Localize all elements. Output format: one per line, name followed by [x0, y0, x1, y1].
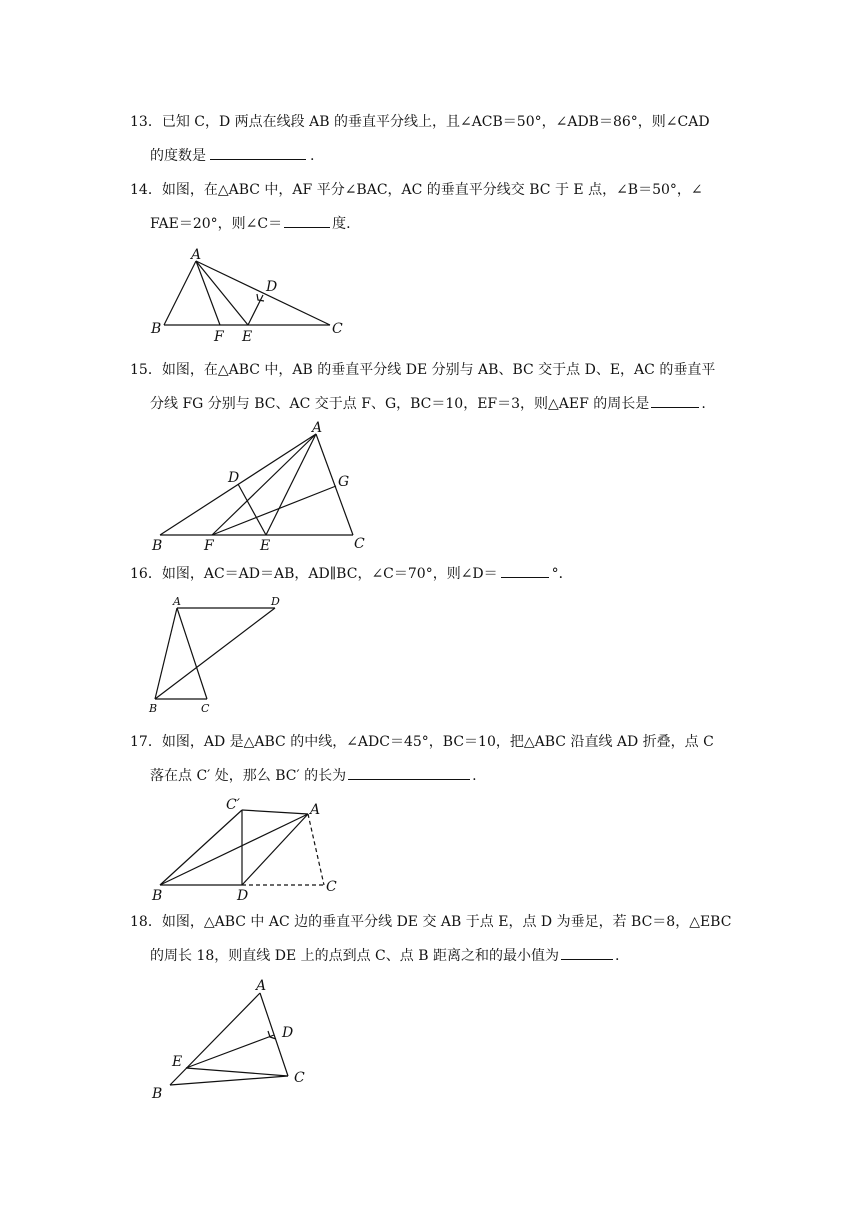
problem-18-line-2: 的周长 18，则直线 DE 上的点到点 C、点 B 距离之和的最小值为 . [150, 945, 619, 966]
answer-blank[interactable] [501, 563, 549, 578]
answer-blank[interactable] [561, 945, 613, 960]
figure-problem-16 [145, 592, 295, 717]
problem-15-number: 15． [130, 362, 162, 378]
label-B: B [152, 888, 163, 904]
label-D: D [271, 595, 280, 608]
label-B: B [152, 1086, 163, 1102]
problem-16-number: 16． [130, 566, 162, 582]
label-E: E [242, 329, 253, 345]
label-A: A [173, 595, 181, 608]
problem-14-number: 14． [130, 182, 162, 198]
figure-problem-15 [148, 420, 378, 555]
figure-problem-18 [148, 975, 323, 1105]
problem-14-line-1 [130, 180, 703, 200]
problem-14-line-2: FAE＝20°，则∠C＝ 度. [150, 213, 351, 234]
problem-13-text: 已知 C，D 两点在线段 AB 的垂直平分线上，且∠ACB＝50°，∠ADB＝86°，则∠CAD [161, 114, 710, 130]
label-C-prime: C′ [226, 797, 240, 813]
figure-problem-14 [148, 245, 358, 345]
problem-16-text: 如图，AC＝AD＝AB，AD∥BC，∠C＝70°，则∠D＝ [161, 566, 498, 582]
problem-18-line-1 [130, 912, 731, 932]
label-F: F [204, 538, 214, 554]
label-G: G [338, 474, 350, 490]
label-F: F [214, 329, 224, 345]
label-D: D [228, 470, 240, 486]
label-C: C [201, 702, 210, 715]
problem-17-line-1 [130, 732, 714, 752]
label-E: E [260, 538, 271, 554]
answer-blank[interactable] [210, 145, 306, 160]
label-A: A [256, 978, 267, 994]
label-A: A [312, 420, 323, 436]
answer-blank[interactable] [348, 765, 470, 780]
problem-16-line-1: 16．如图，AC＝AD＝AB，AD∥BC，∠C＝70°，则∠D＝ °． [130, 563, 573, 584]
answer-blank[interactable] [284, 213, 330, 228]
problem-15-text: 如图，在△ABC 中，AB 的垂直平分线 DE 分别与 AB、BC 交于点 D、E，AC 的垂直平 [161, 362, 716, 378]
problem-13-number: 13． [130, 114, 162, 130]
label-C: C [332, 321, 343, 337]
label-A: A [310, 802, 321, 818]
label-C: C [326, 879, 337, 895]
label-D: D [266, 279, 278, 295]
label-B: B [149, 702, 158, 715]
problem-15-line-2: 分线 FG 分别与 BC、AC 交于点 F、G，BC＝10，EF＝3，则△AEF 的周长是 . [150, 393, 706, 414]
problem-13-line-1 [130, 112, 710, 132]
label-D: D [282, 1025, 294, 1041]
figure-problem-17 [148, 790, 358, 905]
problem-17-text: 如图，AD 是△ABC 的中线，∠ADC＝45°，BC＝10，把△ABC 沿直线 AD 折叠，点 C [161, 734, 714, 750]
label-E: E [172, 1054, 183, 1070]
label-D: D [237, 888, 249, 904]
label-B: B [152, 538, 163, 554]
label-B: B [151, 321, 162, 337]
problem-17-line-2: 落在点 C′ 处，那么 BC′ 的长为 . [150, 765, 477, 786]
problem-14-text: 如图，在△ABC 中，AF 平分∠BAC，AC 的垂直平分线交 BC 于 E 点，∠B＝50°，∠ [161, 182, 703, 198]
problem-15-line-1 [130, 360, 715, 380]
answer-blank[interactable] [651, 393, 699, 408]
problem-18-number: 18． [130, 914, 162, 930]
label-A: A [191, 247, 202, 263]
problem-13-line-2: 的度数是 . [150, 145, 314, 166]
problem-18-text: 如图，△ABC 中 AC 边的垂直平分线 DE 交 AB 于点 E，点 D 为垂足，若 BC＝8，△EBC [161, 914, 732, 930]
label-C: C [294, 1070, 305, 1086]
label-C: C [354, 536, 365, 552]
problem-17-number: 17． [130, 734, 162, 750]
